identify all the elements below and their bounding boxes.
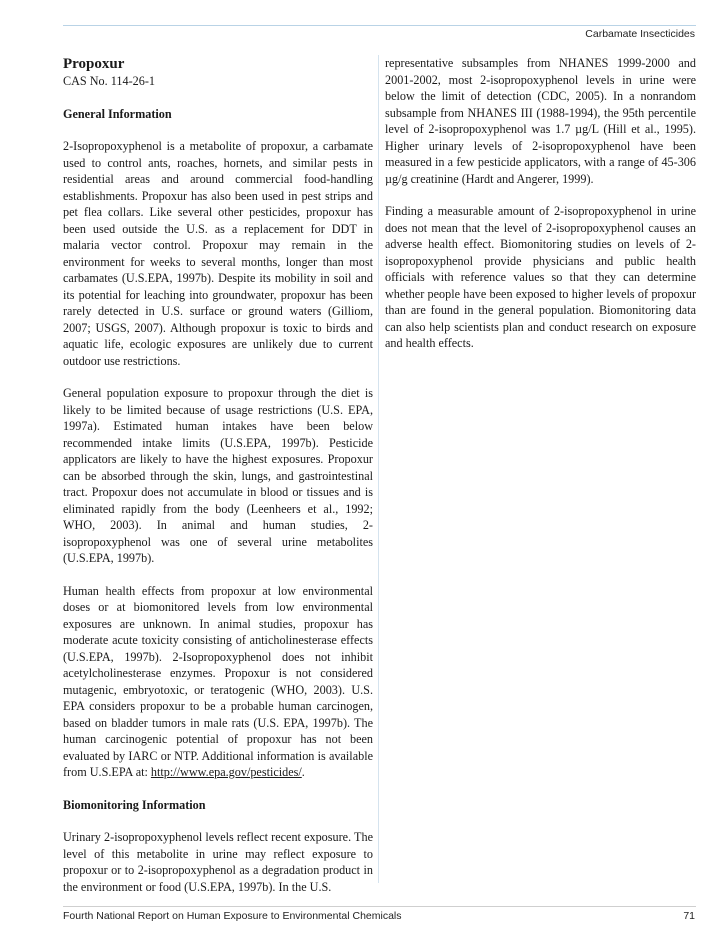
running-header: Carbamate Insecticides [585, 28, 695, 40]
biomonitoring-paragraph-2: representative subsamples from NHANES 1999-2000 and 2001-2002, most 2-isopropoxyphenol levels in urine were below the limit of detection (CDC, 2005). In a nonrandom subsample from NHANES III (1988-1994), the 95th percentile level of 2-isopropoxyphenol was 1.7 µg/L (Hill et al., 1995). Higher urinary levels of 2-isopropoxyphenol have been measured in a few pesticide applicators, with a range of 45-306 µg/g creatinine (Hardt and Angerer, 1999). [385, 56, 696, 186]
header-rule [63, 25, 696, 26]
left-column [63, 55, 373, 911]
footer-rule [63, 906, 696, 907]
epa-pesticides-link[interactable]: http://www.epa.gov/pesticides/ [150, 765, 302, 779]
biomonitoring-paragraph-3: Finding a measurable amount of 2-isopropoxyphenol in urine does not mean that the level of 2-isopropoxyphenol causes an adverse health effect. Biomonitoring studies on levels of 2-isopropoxyphenol provide physicians and public health officials with reference values so that they can determine whether people have been exposed to higher levels of propoxur than are found in the general population. Biomonitoring data can also help scientists plan and conduct research on exposure and health effects. [385, 204, 696, 350]
general-paragraph-3 [63, 583, 373, 781]
right-column [385, 55, 696, 368]
biomonitoring-paragraph-1: Urinary 2-isopropoxyphenol levels reflect recent exposure. The level of this metabolite in urine may reflect exposure to propoxur or to 2-isopropoxyphenol as a degradation product in the environment or food (U.S.EPA, 1997b). In the U.S. [63, 830, 373, 894]
report-title-footer: Fourth National Report on Human Exposure to Environmental Chemicals [63, 910, 402, 922]
biomonitoring-heading: Biomonitoring Information [63, 797, 206, 812]
column-divider [378, 55, 379, 883]
chemical-title: Propoxur [63, 56, 125, 72]
paragraph-3-end: . [301, 765, 305, 779]
general-information-heading: General Information [63, 106, 172, 121]
cas-number: CAS No. 114-26-1 [63, 74, 155, 88]
paragraph-3-text: Human health effects from propoxur at low environmental doses or at biomonitored levels from low environmental exposures are unknown. In animal studies, propoxur has moderate acute toxicity consisting of anticholinesterase effects (U.S.EPA, 1997b). 2-Isopropoxyphenol does not inhibit acetylcholinesterase enzymes. Propoxur is not considered mutagenic, embryotoxic, or teratogenic (WHO, 2003). U.S. EPA considers propoxur to be a probable human carcinogen, based on bladder tumors in male rats (U.S. EPA, 1997b). The human carcinogenic potential of propoxur has not been evaluated by IARC or NTP. Additional information is available from U.S.EPA at: [63, 583, 373, 779]
general-paragraph-2: General population exposure to propoxur through the diet is likely to be limited because of usage restrictions (U.S. EPA, 1997a). Estimated human intakes have been below recommended intake limits (U.S.EPA, 1997b). Pesticide applicators are likely to have the highest exposures. Propoxur can be absorbed through the skin, lungs, and gastrointestinal tract. Propoxur does not accumulate in blood or tissues and is eliminated rapidly from the body (Leenheers et al., 1992; WHO, 2003). In animal and human studies, 2-isopropoxyphenol was one of several urine metabolites (U.S.EPA, 1997b). [63, 386, 373, 565]
general-paragraph-1: 2-Isopropoxyphenol is a metabolite of propoxur, a carbamate used to control ants, roaches, hornets, and similar pests in residential areas and around commercial food-handling establishments. Propoxur has also been used in pest strips and pet flea collars. Like several other pesticides, propoxur has been used outside the U.S. as a replacement for DDT in malaria vector control. Propoxur may remain in the environment for weeks to several months, longer than most carbamates (U.S.EPA, 1997b). Despite its mobility in soil and its potential for leaching into groundwater, propoxur has been rarely detected in U.S. surface or ground waters (Gilliom, 2007; USGS, 2007). Although propoxur is toxic to birds and aquatic life, ecologic exposures are unlikely due to current outdoor use restrictions. [63, 139, 373, 368]
page-number: 71 [683, 910, 695, 922]
